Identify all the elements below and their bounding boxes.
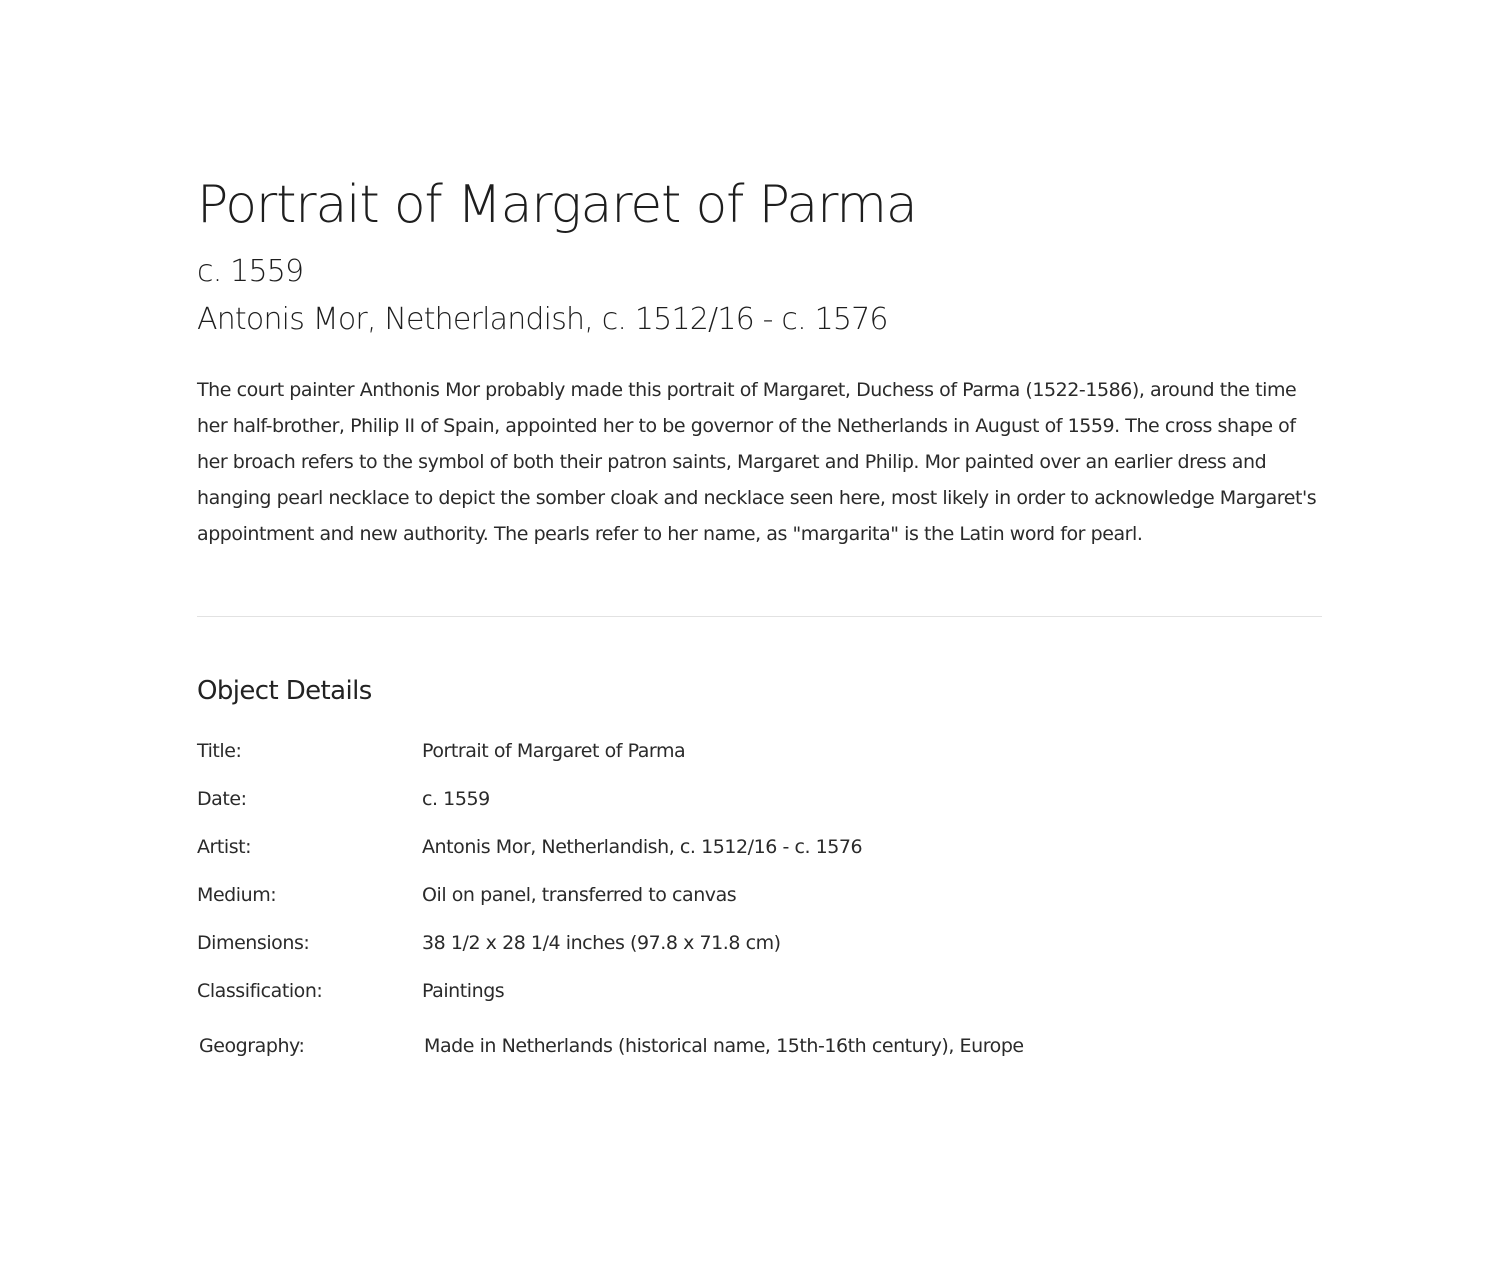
detail-row-dimensions [197,929,1322,977]
detail-label: Title: [197,740,242,762]
detail-row-artist [197,833,1322,881]
detail-value: Paintings [422,980,505,1002]
object-date: c. 1559 [197,254,304,289]
detail-row-date [197,785,1322,833]
detail-value: Made in Netherlands (historical name, 15th-16th century), Europe [424,1035,1024,1057]
detail-row-geography [197,1032,1322,1080]
detail-label: Dimensions: [197,932,310,954]
detail-value: c. 1559 [422,788,490,810]
detail-row-classification [197,977,1322,1025]
detail-label: Artist: [197,836,252,858]
detail-label: Medium: [197,884,277,906]
object-page [197,170,1322,1080]
object-details-list [197,737,1322,1080]
object-artist: Antonis Mor, Netherlandish, c. 1512/16 - c. 1576 [197,302,888,337]
object-details-heading: Object Details [197,676,372,706]
detail-value: Antonis Mor, Netherlandish, c. 1512/16 - c. 1576 [422,836,863,858]
detail-value: 38 1/2 x 28 1/4 inches (97.8 x 71.8 cm) [422,932,781,954]
detail-row-medium [197,881,1322,929]
detail-label: Geography: [199,1035,305,1057]
detail-value: Oil on panel, transferred to canvas [422,884,737,906]
object-description: The court painter Anthonis Mor probably made this portrait of Margaret, Duchess of Parma (1522-1586), around the time her half-brother, Philip II of Spain, appointed her to be governor of the Netherlands in August of 1559. The cross shape of her broach refers to the symbol of both their patron saints, Margaret and Philip. Mor painted over an earlier dress and hanging pearl necklace to depict the somber cloak and necklace seen here, most likely in order to acknowledge Margaret's appointment and new authority. The pearls refer to her name, as "margarita" is the Latin word for pearl. [197,379,1317,545]
detail-label: Date: [197,788,247,810]
detail-row-title [197,737,1322,785]
section-divider [197,616,1322,617]
object-title: Portrait of Margaret of Parma [197,175,917,235]
detail-value: Portrait of Margaret of Parma [422,740,686,762]
detail-label: Classification: [197,980,323,1002]
